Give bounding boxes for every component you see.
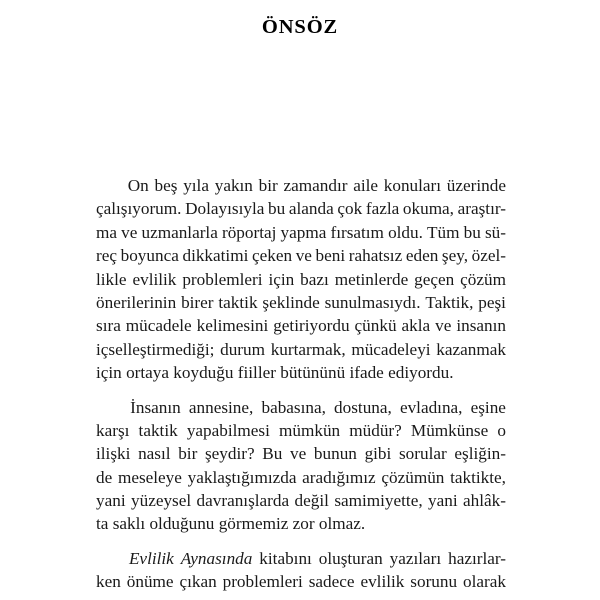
word: akla	[401, 316, 431, 336]
word: bunun	[313, 444, 357, 464]
paragraph	[96, 396, 506, 536]
word: yapma	[280, 222, 327, 242]
text-line	[96, 396, 506, 419]
word: kurtarmak,	[270, 339, 346, 359]
text-line: ta saklı olduğunu görmemiz zor olmaz.	[96, 514, 366, 534]
word: eden	[405, 246, 439, 266]
word: taktik	[218, 292, 258, 312]
word: araştır-	[457, 199, 506, 219]
word: evladına,	[399, 397, 463, 417]
word: şeydir?	[204, 444, 255, 464]
word: insanın	[456, 316, 506, 336]
word: fazla	[365, 199, 400, 219]
word: mücadele	[125, 316, 192, 336]
text-line	[96, 338, 506, 361]
word: röportaj	[221, 222, 277, 242]
word: annesine,	[188, 397, 254, 417]
word: uzmanlarla	[141, 222, 218, 242]
word: metinlerde	[334, 269, 409, 289]
word: yani	[96, 491, 126, 511]
word: problemleri	[182, 269, 263, 289]
word: değil	[294, 491, 329, 511]
word: On	[127, 176, 149, 195]
word: çözüm	[460, 269, 506, 289]
word: sorunu	[410, 572, 458, 592]
word: ve	[435, 316, 452, 336]
word: de	[96, 467, 113, 487]
word: bu	[463, 222, 481, 242]
word: özel-	[471, 246, 506, 266]
word: önüme	[126, 572, 174, 592]
word: davranışlarda	[196, 491, 290, 511]
word: Bu	[262, 444, 283, 464]
paragraph-indent	[96, 174, 122, 197]
word: çok	[337, 199, 363, 219]
word: Mümkünse	[410, 420, 489, 440]
text-line	[96, 268, 506, 291]
text-line	[96, 174, 506, 197]
text-line	[96, 466, 506, 489]
word: çalışıyorum.	[96, 199, 182, 219]
paragraph	[96, 174, 506, 385]
word: durum	[220, 339, 265, 359]
text-line	[96, 291, 506, 314]
word: önerilerinin	[96, 292, 177, 312]
word: yani	[428, 491, 458, 511]
word: Tüm	[427, 222, 460, 242]
book-title-italic: Aynasında	[180, 548, 253, 568]
word: nasıl	[138, 444, 171, 464]
word: kazanmak	[436, 339, 506, 359]
word: yapabilmesi	[186, 420, 270, 440]
text-line	[96, 419, 506, 442]
word: ve	[121, 222, 138, 242]
word: beş	[154, 176, 178, 195]
word: gibi	[364, 444, 392, 464]
text-line	[96, 442, 506, 465]
word: evlilik	[132, 269, 177, 289]
word: ma	[96, 222, 117, 242]
word: oldu.	[388, 222, 423, 242]
body-text	[96, 174, 506, 594]
text-line	[96, 221, 506, 244]
word: yıla	[183, 176, 209, 195]
word: mümkün	[279, 420, 341, 440]
word: boyunca	[120, 246, 179, 266]
word: samimiyette,	[334, 491, 423, 511]
word: rahatsız	[348, 246, 403, 266]
paragraph-indent	[96, 396, 122, 419]
word: ve	[295, 246, 312, 266]
word: Taktik,	[425, 292, 474, 312]
word: o	[497, 420, 506, 440]
word: yaklaştığımızda	[187, 467, 297, 487]
word: birer	[181, 292, 214, 312]
text-line	[96, 489, 506, 512]
word: okuma,	[402, 199, 454, 219]
word: karşı	[96, 420, 130, 440]
word: konuları	[383, 176, 442, 195]
word: zamandır	[283, 176, 348, 195]
word: taktik	[138, 420, 178, 440]
word: meseleye	[117, 467, 182, 487]
book-title-italic: Evlilik	[128, 548, 174, 568]
word: likle	[96, 269, 127, 289]
word: ve	[290, 444, 307, 464]
word: bazı	[300, 269, 329, 289]
text-line	[96, 547, 506, 570]
word: sıra	[96, 316, 121, 336]
word: beni	[315, 246, 346, 266]
word: eşliğin-	[454, 444, 506, 464]
word: sunulmasıydı.	[324, 292, 421, 312]
word: olarak	[463, 572, 506, 592]
word: için	[268, 269, 295, 289]
word: çıkan	[179, 572, 217, 592]
word: şeklinde	[262, 292, 320, 312]
text-line	[96, 244, 506, 267]
word: oluşturan	[318, 548, 383, 568]
word: çünkü	[354, 316, 397, 336]
word: bir	[178, 444, 198, 464]
word: peşi	[478, 292, 506, 312]
word: kelimesini	[196, 316, 269, 336]
paragraph	[96, 547, 506, 594]
word: Dolayısıyla	[185, 199, 265, 219]
word: yakın	[214, 176, 253, 195]
word: yazıları	[389, 548, 442, 568]
word: içselleştirmediği;	[96, 339, 215, 359]
word: yüzeysel	[131, 491, 192, 511]
word: kitabını	[259, 548, 312, 568]
word: alanda	[288, 199, 334, 219]
text-line	[96, 570, 506, 593]
text-line	[96, 314, 506, 337]
word: sorular	[398, 444, 447, 464]
word: evlilik	[360, 572, 405, 592]
page-title: ÖNSÖZ	[261, 16, 339, 38]
word: reç	[96, 246, 117, 266]
word: sü-	[484, 222, 506, 242]
word: bir	[258, 176, 278, 195]
word: dostuna,	[334, 397, 392, 417]
text-line: için ortaya koyduğu fiiller bütününü ifade ediyordu.	[96, 363, 454, 383]
paragraph-indent	[96, 547, 122, 570]
word: şey,	[441, 246, 469, 266]
word: çözümün	[381, 467, 445, 487]
word: problemleri	[222, 572, 303, 592]
word: fırsatım	[330, 222, 384, 242]
word: ken	[96, 572, 121, 592]
word: aile	[353, 176, 379, 195]
word: müdür?	[349, 420, 402, 440]
word: üzerinde	[446, 176, 506, 195]
text-line	[96, 197, 506, 220]
word: geçen	[414, 269, 455, 289]
word: babasına,	[261, 397, 326, 417]
word: ilişki	[96, 444, 131, 464]
word: İnsanın	[130, 397, 181, 417]
word: getiriyordu	[273, 316, 350, 336]
word: mücadeleyi	[351, 339, 431, 359]
word: bu	[268, 199, 286, 219]
word: taktikte,	[450, 467, 506, 487]
word: eşine	[470, 397, 506, 417]
word: aradığımız	[302, 467, 376, 487]
word: ahlâk-	[463, 491, 506, 511]
word: hazırlar-	[448, 548, 506, 568]
word: sadece	[308, 572, 355, 592]
word: dikkatimi	[182, 246, 249, 266]
word: çeken	[251, 246, 293, 266]
